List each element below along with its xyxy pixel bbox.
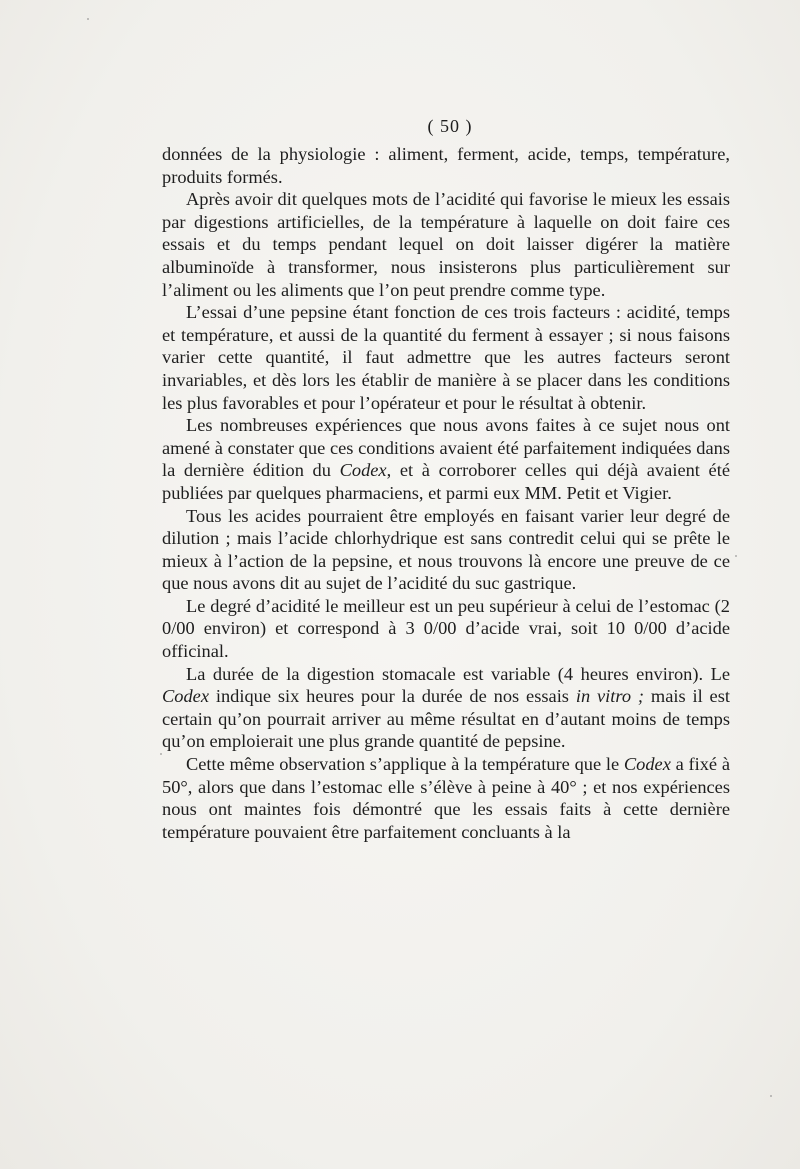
paper-speck	[770, 1095, 772, 1097]
paper-speck	[160, 753, 162, 755]
text-run: données de la physiologie : aliment, ferment, acide, temps, température, produits formés.	[162, 144, 730, 187]
text-run: Le degré d’acidité le meilleur est un peu supérieur à celui de l’estomac (2 0/00 environ) et correspond à 3 0/00 d’acide vrai, soit 10 0/00 d’acide officinal.	[162, 595, 730, 662]
text-run: Les nombreuses expériences que nous avons faites à ce sujet nous ont amené à constater que ces conditions avaient été parfaitement indiquées dans la dernière édition du	[162, 415, 730, 481]
text-run: mais il est certain qu’on pourrait arriver au même résultat en d’autant moins de temps qu’on emploierait une plus grande quantité de pepsine.	[162, 686, 730, 752]
text-run: , et à corroborer celles qui déjà avaient été publiées par quelques pharmaciens, et parmi eux MM. Petit et Vigier.	[162, 460, 730, 503]
italic-run: Codex	[623, 754, 671, 775]
italic-run: Codex	[339, 460, 387, 481]
paper-speck	[87, 18, 89, 20]
paragraph-8	[162, 753, 730, 843]
paragraph-2	[162, 188, 730, 301]
paragraph-3	[162, 301, 730, 414]
text-run: La durée de la digestion stomacale est variable (4 heures environ). Le	[186, 663, 730, 684]
italic-run: Codex	[162, 686, 209, 707]
paragraph-6	[162, 595, 730, 663]
text-run: indique six heures pour la durée de nos essais	[208, 686, 576, 707]
italic-run: in vitro ;	[575, 686, 645, 707]
text-run: a fixé à 50°, alors que dans l’estomac elle s’élève à peine à 40° ; et nos expériences nous ont maintes fois démontré que les essais faits à cette dernière température pouvaient être parfaitement concluants à la	[162, 754, 730, 842]
text-run: Après avoir dit quelques mots de l’acidité qui favorise le mieux les essais par digestions artificielles, de la température à laquelle on doit faire ces essais et du temps pendant lequel on doit laisser digérer la matière albuminoïde à transformer, nous insisterons plus particulièrement sur l’aliment ou les aliments que l’on peut prendre comme type.	[162, 189, 730, 300]
text-run: Cette même observation s’applique à la température que le	[186, 754, 624, 775]
text-run: L’essai d’une pepsine étant fonction de ces trois facteurs : acidité, temps et température, et aussi de la quantité du ferment à essayer ; si nous faisons varier cette quantité, il faut admettre que les autres facteurs seront invariables, et dès lors les établir de manière à se placer dans les conditions les plus favorables et pour l’opérateur et pour le résultat à obtenir.	[162, 302, 730, 413]
paper-speck	[735, 555, 737, 557]
page-number: ( 50 )	[427, 116, 473, 136]
body-text	[162, 143, 730, 843]
paragraph-4	[162, 414, 730, 504]
text-run: Tous les acides pourraient être employés en faisant varier leur degré de dilution ; mais l’acide chlorhydrique est sans contredit celui qui se prête le mieux à l’action de la pepsine, et nous trouvons là encore une preuve de ce que nous avons dit au sujet de l’acidité du suc gastrique.	[162, 505, 730, 594]
paragraph-5	[162, 505, 730, 595]
paragraph-7	[162, 663, 730, 753]
paragraph-1	[162, 143, 730, 188]
